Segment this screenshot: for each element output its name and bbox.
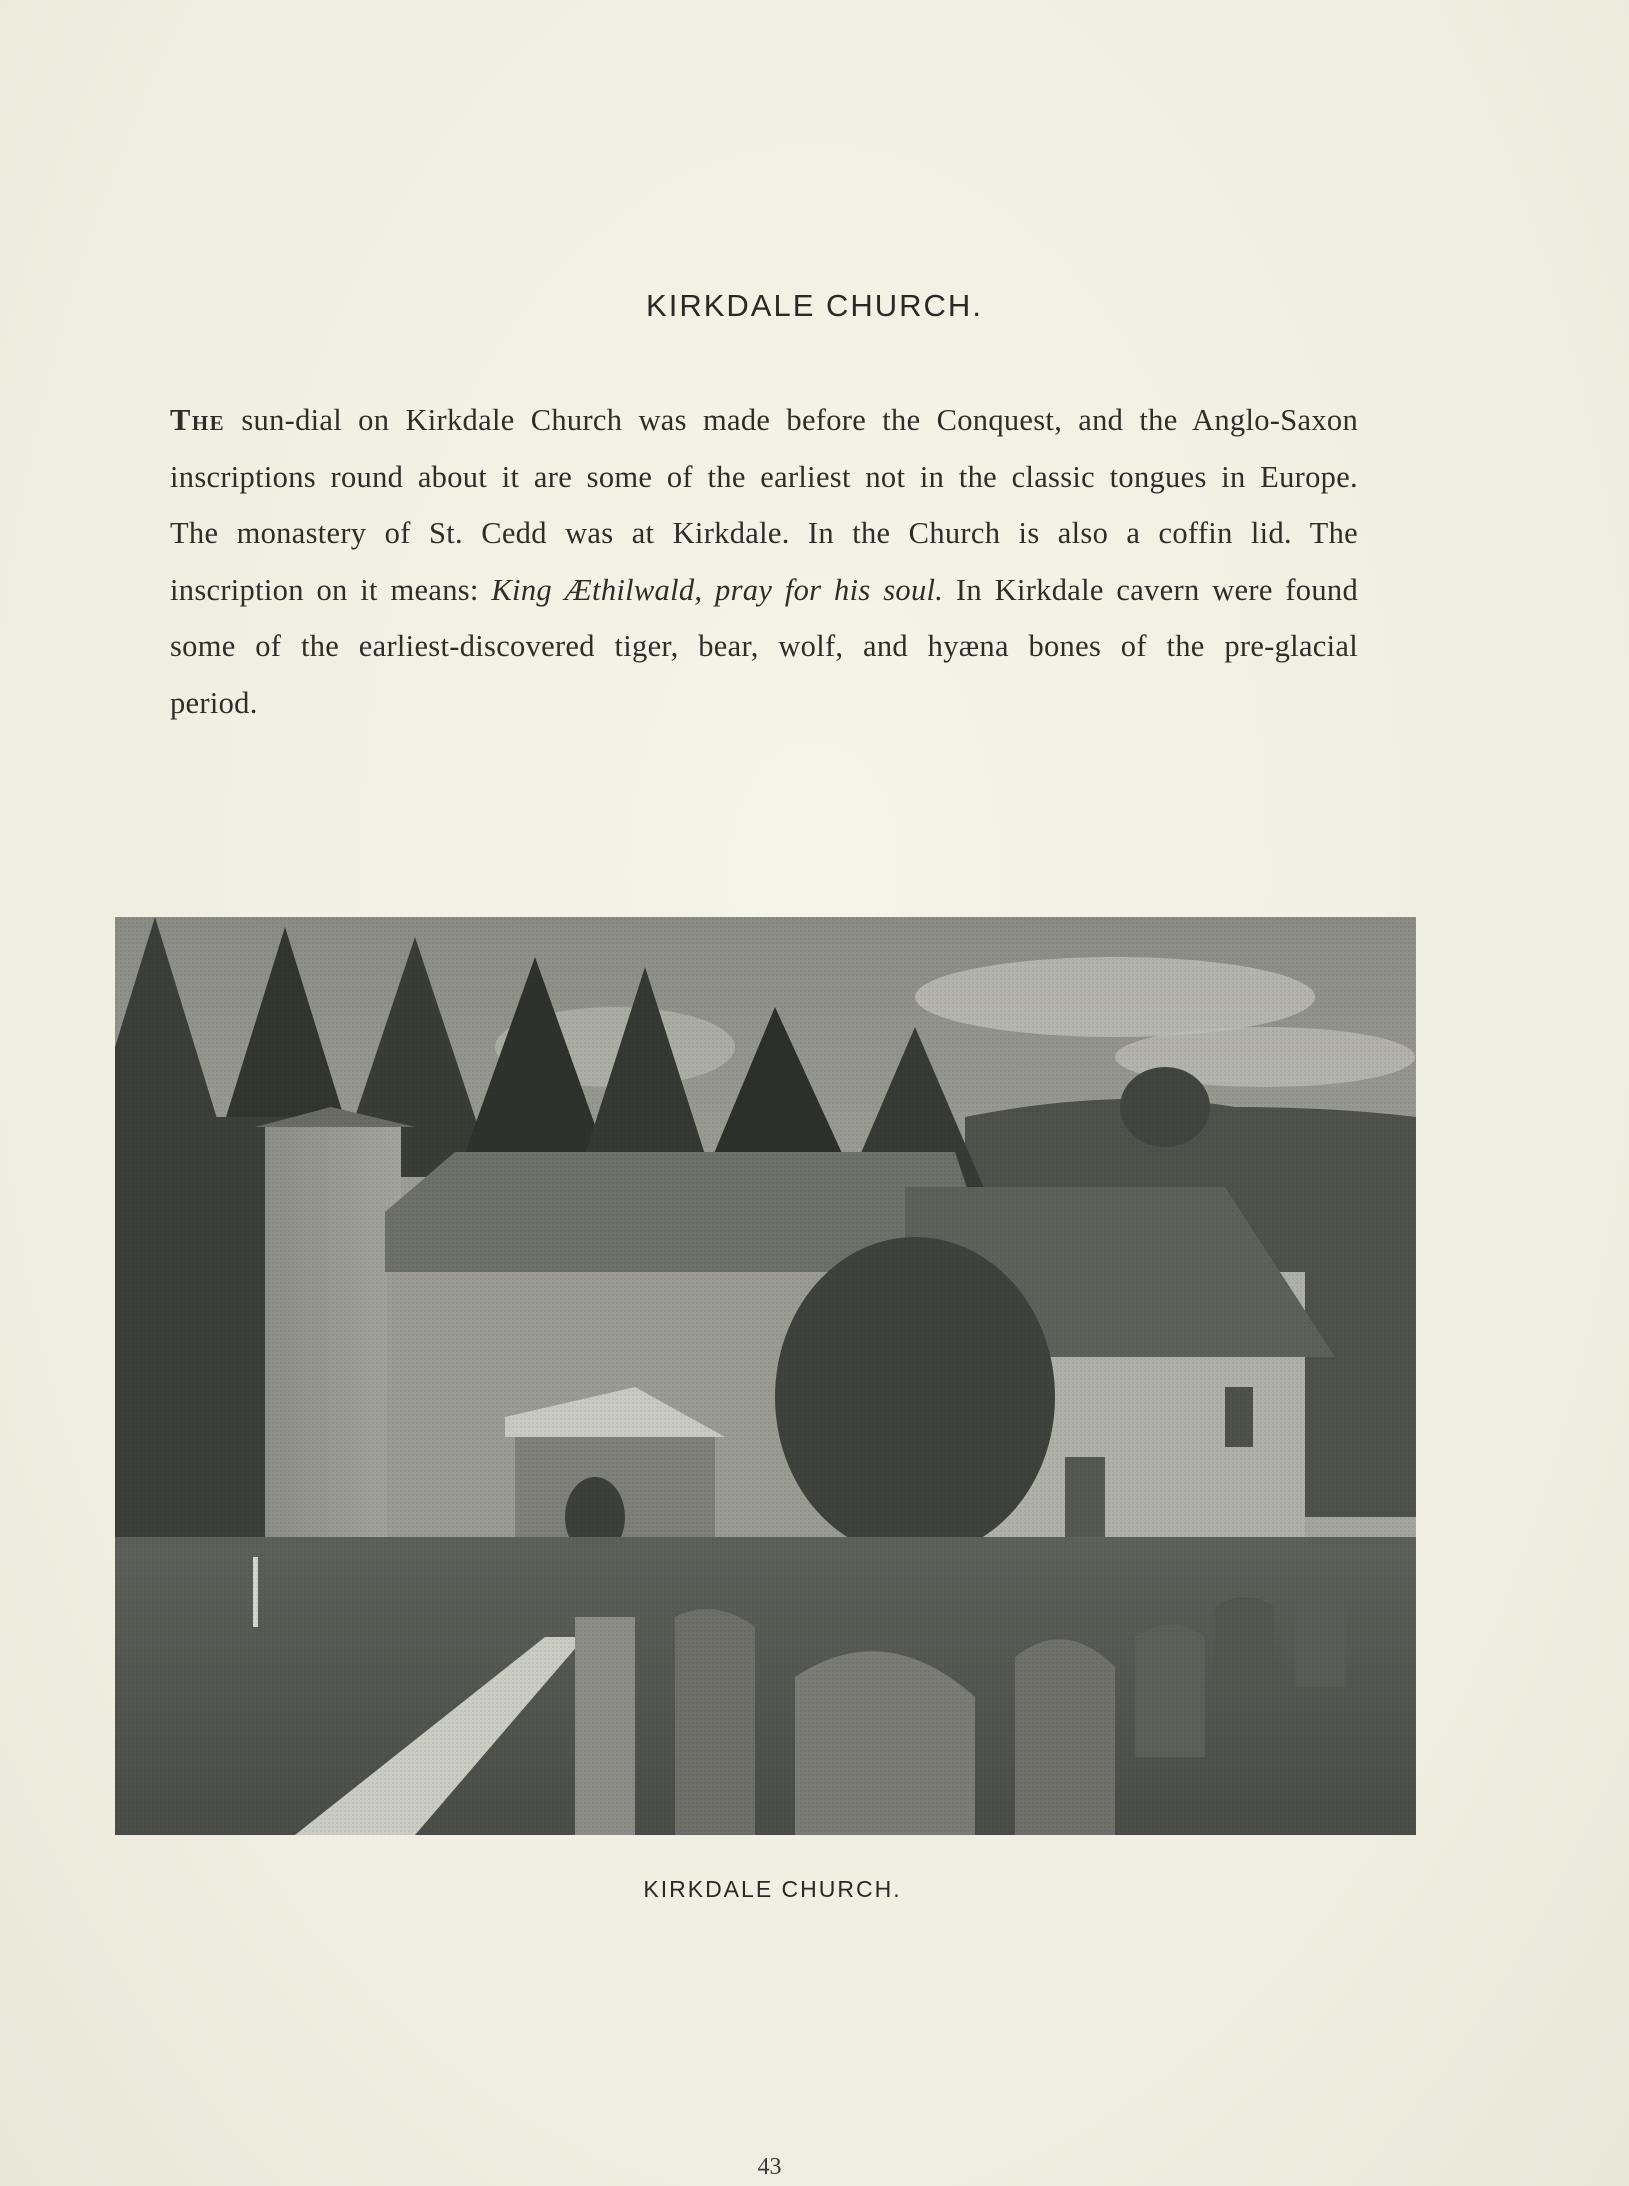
figure-caption: KIRKDALE CHURCH. [643, 1876, 902, 1902]
paragraph-text-1: sun-dial on Kirkdale Church was made before the Conquest, and the Anglo-Saxon inscriptions round about it are some of the earliest not in the classic tongues in Europe. The monastery of St. Cedd was at Kirkdale. In the Church is also a coffin lid. The inscription on it means: [170, 403, 1358, 607]
church-photograph [115, 917, 1416, 1835]
inscription-text: King Æthilwald, pray for his soul. [491, 572, 944, 607]
paragraph-text-2: In Kirkdale cavern were found some of the earliest-discovered tiger, bear, wolf, and hyæna bones of the pre-glacial period. [170, 572, 1359, 720]
body-paragraph [170, 392, 1358, 731]
lead-word: The [170, 403, 226, 437]
page-number: 43 [757, 2154, 782, 2180]
page-heading: KIRKDALE CHURCH. [646, 288, 983, 323]
